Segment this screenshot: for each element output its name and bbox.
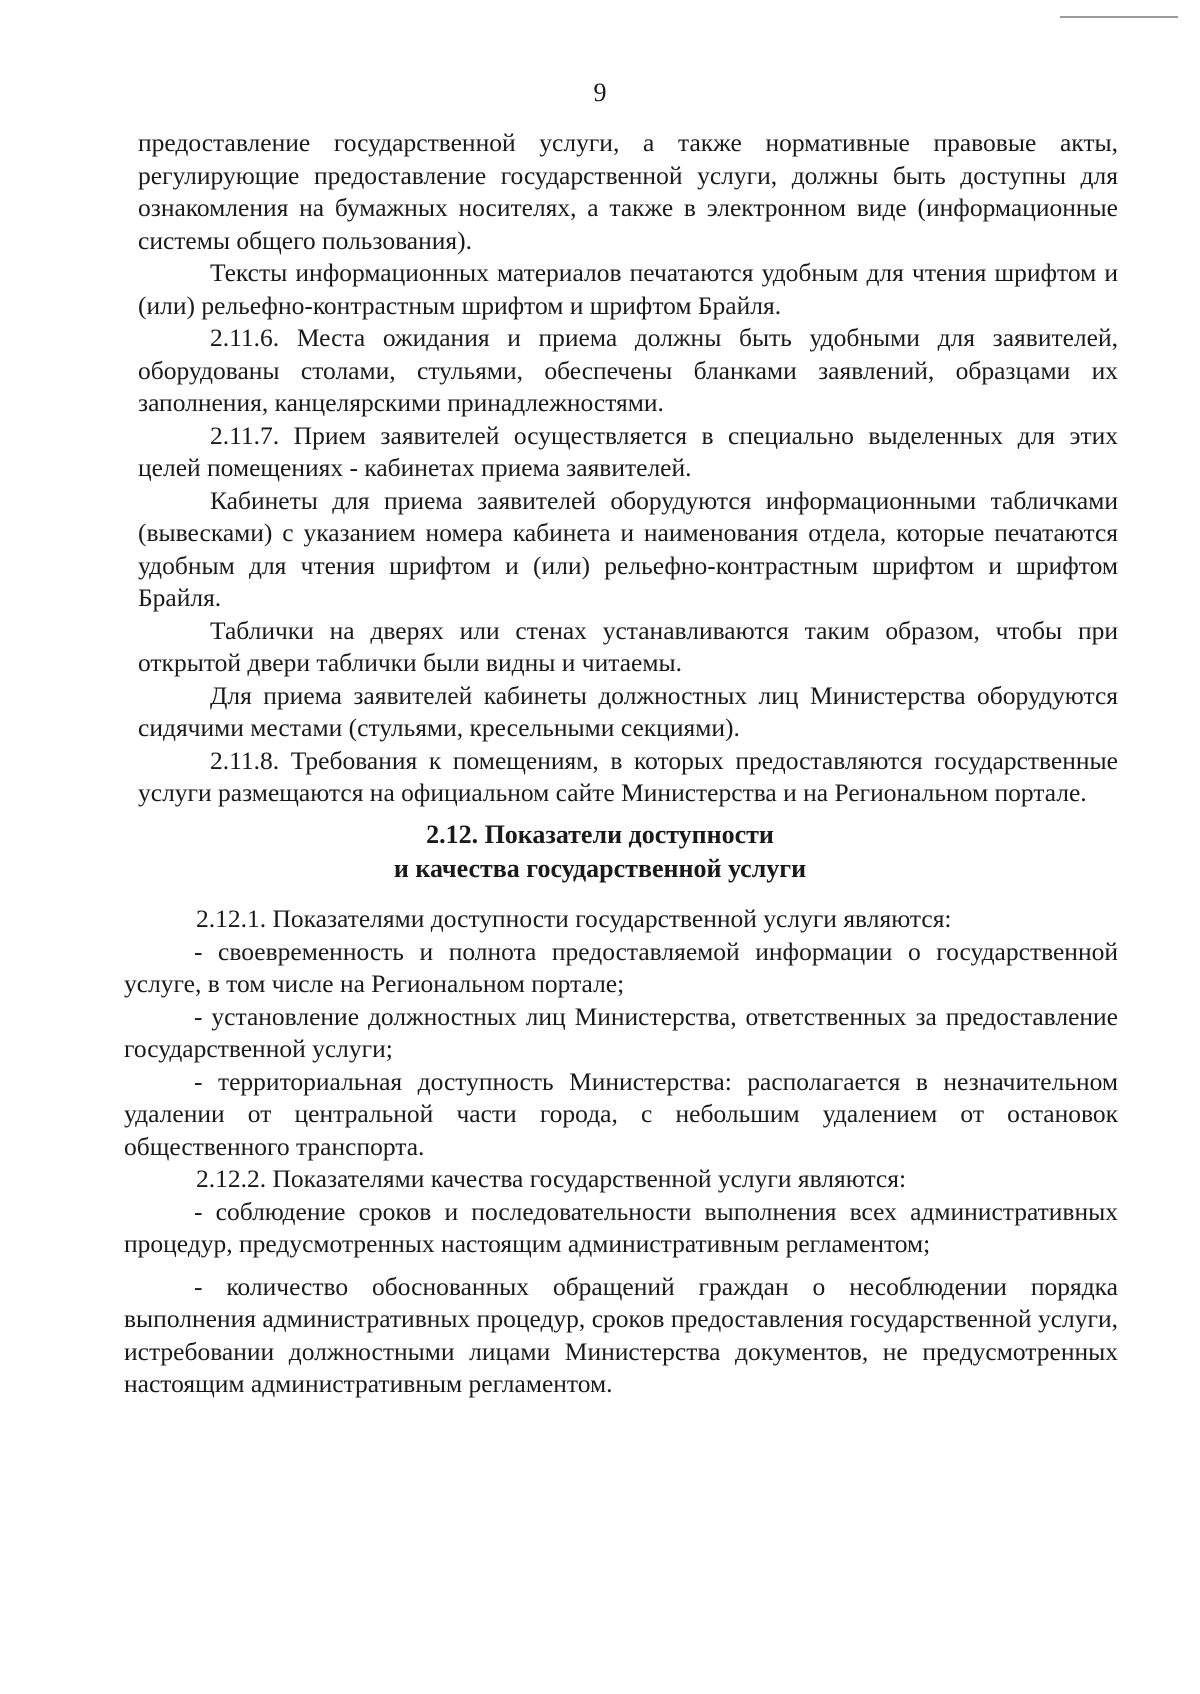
list-item-officials: - установление должностных лиц Министерства, ответственных за предоставление государственной услуги; <box>124 1001 1118 1063</box>
bottom-text-block <box>124 903 1118 1401</box>
top-text-block <box>138 127 1118 810</box>
list-item-territorial: - территориальная доступность Министерства: располагается в незначительном удалении от центральной части города, с небольшим удалением от остановок общественного транспорта. <box>124 1066 1118 1161</box>
paragraph-2-12-2: 2.12.2. Показателями качества государственной услуги являются: <box>196 1164 907 1193</box>
paragraph-2-12-1: 2.12.1. Показателями доступности государственной услуги являются: <box>196 904 952 933</box>
section-heading-line1: 2.12. Показатели доступности <box>426 820 774 849</box>
paragraph-2-11-6: 2.11.6. Места ожидания и приема должны быть удобными для заявителей, оборудованы столами, стульями, обеспечены бланками заявлений, образцами их заполнения, канцелярскими принадлежностями. <box>138 323 1118 417</box>
paragraph-2-11-8: 2.11.8. Требования к помещениям, в которых предоставляются государственные услуги размещаются на официальном сайте Министерства и на Региональном портале. <box>138 745 1118 807</box>
paragraph-continuation: предоставление государственной услуги, а также нормативные правовые акты, регулирующие предоставление государственной услуги, должны быть доступны для ознакомления на бумажных носителях, а также в электронном виде (информационные системы общего пользования). <box>138 128 1118 255</box>
paragraph-tablets: Таблички на дверях или стенах устанавливаются таким образом, чтобы при открытой двери таблички были видны и читаемы. <box>138 615 1118 677</box>
paragraph-2-11-7: 2.11.7. Прием заявителей осуществляется в специально выделенных для этих целей помещениях - кабинетах приема заявителей. <box>138 420 1118 482</box>
list-item-timeliness: - своевременность и полнота предоставляемой информации о государственной услуге, в том числе на Региональном портале; <box>124 936 1118 998</box>
paragraph-cabinets: Кабинеты для приема заявителей оборудуются информационными табличками (вывесками) с указанием номера кабинета и наименования отдела, которые печатаются удобным для чтения шрифтом и (или) рельефно-контрастным шрифтом и шрифтом Брайля. <box>138 485 1118 612</box>
list-item-complaints: - количество обоснованных обращений граждан о несоблюдении порядка выполнения административных процедур, сроков предоставления государственной услуги, истребовании должностными лицами Министерства документов, не предусмотренных настоящим административным регламентом. <box>124 1271 1118 1398</box>
paragraph-texts-materials: Тексты информационных материалов печатаются удобным для чтения шрифтом и (или) рельефно-контрастным шрифтом и шрифтом Брайля. <box>138 258 1118 320</box>
paragraph-seating: Для приема заявителей кабинеты должностных лиц Министерства оборудуются сидячими местами (стульями, кресельными секциями). <box>138 680 1118 742</box>
page-number: 9 <box>593 78 607 107</box>
list-item-deadlines: - соблюдение сроков и последовательности выполнения всех административных процедур, предусмотренных настоящим административным регламентом; <box>124 1196 1118 1258</box>
section-heading <box>0 818 1200 886</box>
section-heading-line2: и качества государственной услуги <box>393 854 807 883</box>
scan-edge-mark <box>1060 16 1178 18</box>
